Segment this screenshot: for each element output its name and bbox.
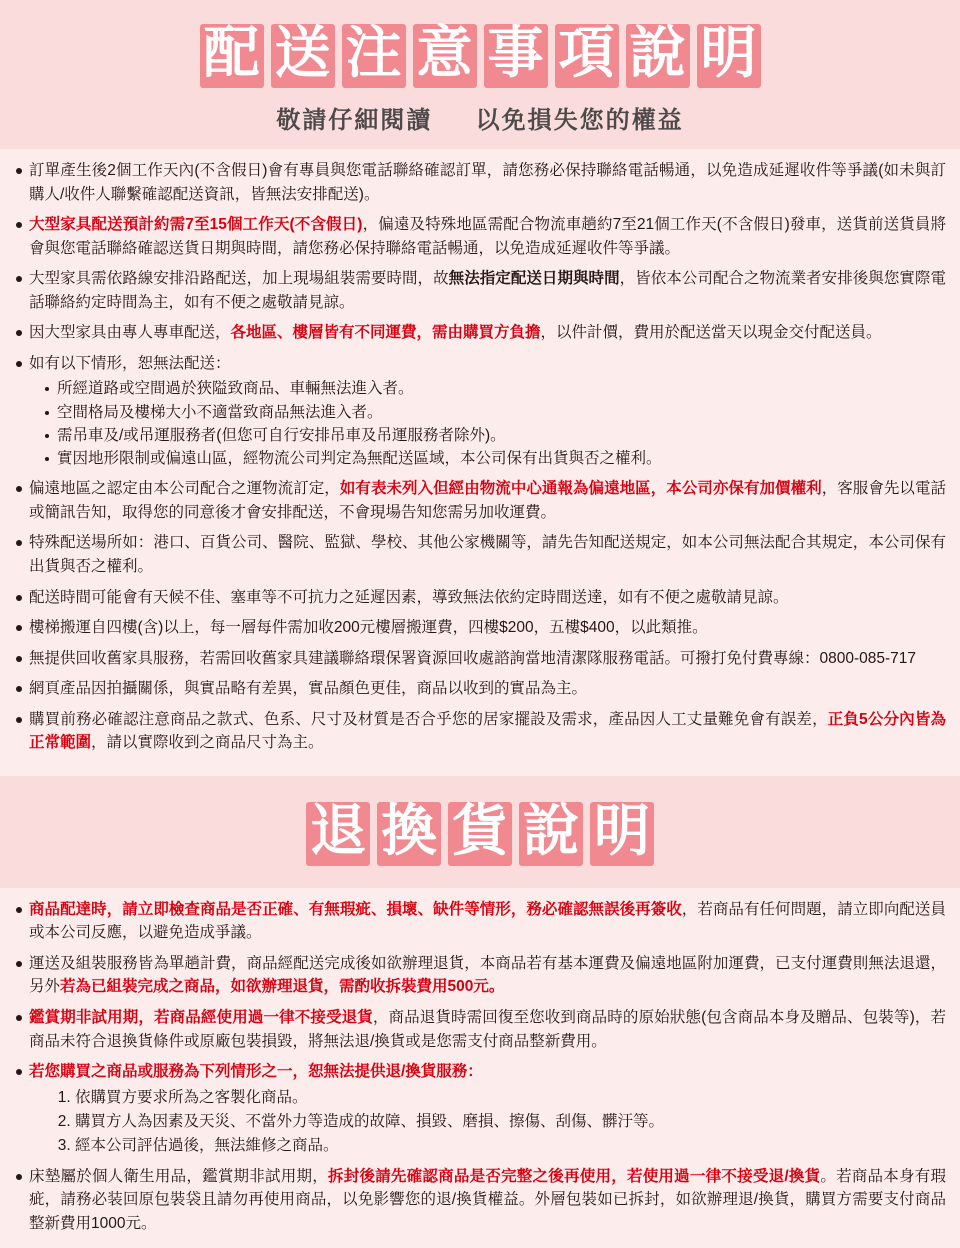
text-run: 各地區、樓層皆有不同運費，需由購買方負擔	[230, 324, 541, 342]
list-item	[14, 708, 946, 755]
numbered-list-item: 1. 依購買方要求所為之客製化商品。	[75, 1086, 946, 1110]
list-item	[14, 586, 946, 610]
delivery-title-char: 項	[555, 24, 619, 88]
text-run: ，皆依本公司配合之物流業者安排後與您實際電話聯絡約定時間為主，如有不便之處敬請見諒。	[29, 270, 946, 311]
text-run: 大型家具需依路線安排沿路配送，加上現場組裝需要時間，故	[29, 270, 449, 288]
text-run: 若您購買之商品或服務為下列情形之一，恕無法提供退/換貨服務：	[29, 1063, 483, 1081]
text-run: 。若商品本身有瑕疵，請務必装回原包裝袋且請勿再使用商品，以免影響您的退/換貨權益。外層包裝如已拆封，如欲辦理退/換貨，購買方需要支付商品整新費用1000元。	[29, 1167, 946, 1232]
list-item	[14, 321, 946, 345]
text-run: ，以件計價，費用於配送當天以現金交付配送員。	[540, 324, 882, 342]
list-item	[14, 1060, 946, 1158]
delivery-notes-body	[0, 149, 960, 768]
numbered-list-item: 2. 購買方人為因素及天災、不當外力等造成的故障、損毀、磨損、擦傷、刮傷、髒汙等。	[75, 1110, 946, 1134]
list-item	[14, 531, 946, 578]
text-run: 床墊屬於個人衛生用品，鑑賞期非試用期，	[29, 1167, 328, 1185]
list-item	[14, 477, 946, 524]
text-run: ，請以實際收到之商品尺寸為主。	[91, 734, 324, 752]
list-item	[14, 898, 946, 945]
sub-list-item: 空間格局及樓梯大小不適當致商品無法進入者。	[43, 401, 946, 424]
text-run: 拆封後請先確認商品是否完整之後再使用，若使用過一律不接受退/換貨	[327, 1167, 821, 1185]
return-notes-body	[0, 888, 960, 1248]
return-title-char: 說	[519, 802, 583, 866]
list-item	[14, 159, 946, 206]
sub-list-item: 實因地形限制或偏遠山區，經物流公司判定為無配送區域，本公司保有出貨與否之權利。	[43, 447, 946, 470]
return-title-char: 退	[306, 802, 370, 866]
sub-list-item: 需吊車及/或吊運服務者(但您可自行安排吊車及吊運服務者除外)。	[43, 424, 946, 447]
delivery-notes-list	[14, 159, 946, 755]
text-run: 無提供回收舊家具服務，若需回收舊家具建議聯絡環保署資源回收處諮詢當地清潔隊服務電話。可撥打免付費專線：0800-085-717	[29, 649, 917, 667]
return-title-char: 明	[590, 802, 654, 866]
return-section-header	[0, 776, 960, 888]
list-item	[14, 213, 946, 260]
text-run: 樓梯搬運自四樓(含)以上，每一層每件需加收200元樓層搬運費，四樓$200，五樓$400，以此類推。	[29, 619, 708, 637]
text-run: 如有以下情形，恕無法配送：	[29, 354, 231, 372]
text-run: 商品配達時，請立即檢查商品是否正確、有無瑕疵、損壞、缺件等情形，務必確認無誤後再簽收	[29, 900, 682, 918]
text-run: 如有表未列入但經由物流中心通報為偏遠地區，本公司亦保有加價權利	[339, 480, 822, 498]
text-run: 特殊配送場所如：港口、百貨公司、醫院、監獄、學校、其他公家機關等，請先告知配送規定，如本公司無法配合其規定，本公司保有出貨與否之權利。	[29, 534, 946, 576]
text-run: 網頁產品因拍攝關係，與實品略有差異，實品顏色更佳，商品以收到的實品為主。	[29, 680, 588, 698]
delivery-title-char: 事	[484, 24, 548, 88]
delivery-title-char: 送	[271, 24, 335, 88]
text-run: ，客服會先以電話或簡訊告知，取得您的同意後才會安排配送，不會現場告知您需另加收運費。	[29, 480, 946, 521]
return-title	[0, 798, 960, 866]
delivery-title-char: 說	[626, 24, 690, 88]
list-item	[14, 952, 946, 999]
text-run: 大型家具配送預計約需7至15個工作天(不含假日)	[29, 216, 363, 234]
text-run: 訂單產生後2個工作天內(不含假日)會有專員與您電話聯絡確認訂單，請您務必保持聯絡電話暢通，以免造成延遲收件等爭議(如未與訂購人/收件人聯繫確認配送資訊，皆無法安排配送)。	[29, 162, 946, 203]
list-item	[14, 677, 946, 701]
delivery-section-header	[0, 0, 960, 149]
delivery-subtitle	[0, 100, 960, 135]
delivery-title-char: 注	[342, 24, 406, 88]
text-run: ，偏遠及特殊地區需配合物流車趟約7至21個工作天(不含假日)發車，送貨前送貨員將會與您電話聯絡確認送貨日期與時間，請您務必保持聯絡電話暢通，以免造成延遲收件等爭議。	[29, 216, 946, 257]
list-item	[14, 267, 946, 314]
text-run: ，若商品有任何問題，請立即向配送員或本公司反應，以避免造成爭議。	[29, 900, 946, 942]
text-run: 無法指定配送日期與時間	[448, 270, 620, 288]
list-item	[14, 1165, 946, 1236]
numbered-list	[29, 1086, 946, 1158]
text-run: 運送及組裝服務皆為單趟計費，商品經配送完成後如欲辦理退貨，本商品若有基本運費及偏遠地區附加運費，已支付運費則無法退還，另外	[29, 954, 946, 996]
text-run: 正負5公分內皆為正常範圍	[29, 710, 946, 752]
return-title-char: 換	[377, 802, 441, 866]
list-item	[14, 352, 946, 471]
return-notes-list	[14, 898, 946, 1236]
text-run: 鑑賞期非試用期，若商品經使用過一律不接受退貨	[29, 1009, 373, 1027]
return-title-char: 貨	[448, 802, 512, 866]
delivery-subtitle-left: 敬請仔細閱讀	[276, 107, 433, 134]
text-run: 若為已組裝完成之商品，如欲辦理退貨，需酌收拆裝費用500元。	[60, 978, 505, 996]
sub-list-item: 所經道路或空間過於狹隘致商品、車輛無法進入者。	[43, 377, 946, 400]
delivery-title-char: 配	[200, 24, 264, 88]
text-run: 購買前務必確認注意商品之款式、色系、尺寸及材質是否合乎您的居家擺設及需求，產品因人工丈量難免會有誤差，	[29, 710, 828, 728]
delivery-subtitle-right: 以免損失您的權益	[475, 107, 684, 134]
text-run: 因大型家具由專人專車配送，	[29, 324, 231, 342]
text-run: 偏遠地區之認定由本公司配合之運物流訂定，	[29, 480, 340, 498]
sub-list	[29, 377, 946, 470]
delivery-title-char: 意	[413, 24, 477, 88]
text-run: 配送時間可能會有天候不佳、塞車等不可抗力之延遲因素，導致無法依約定時間送達，如有不便之處敬請見諒。	[29, 588, 789, 606]
list-item	[14, 1006, 946, 1053]
list-item	[14, 616, 946, 640]
numbered-list-item: 3. 經本公司評估過後，無法維修之商品。	[75, 1134, 946, 1158]
delivery-title-char: 明	[697, 24, 761, 88]
list-item	[14, 647, 946, 671]
text-run: ，商品退貨時需回復至您收到商品時的原始狀態(包含商品本身及贈品、包裝等)，若商品未符合退換貨條件或原廠包裝損毀，將無法退/換貨或是您需支付商品整新費用。	[29, 1009, 946, 1050]
delivery-title	[0, 21, 960, 88]
